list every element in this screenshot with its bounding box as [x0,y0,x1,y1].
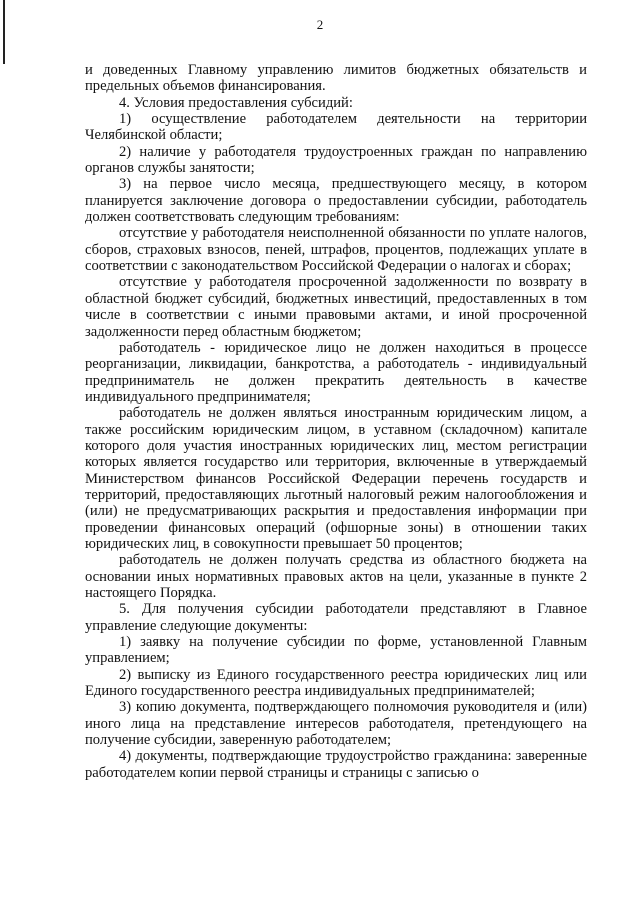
page-number: 2 [316,17,324,32]
document-body [85,62,587,781]
paragraph: 2) выписку из Единого государственного реестра юридических лиц или Единого государственного реестра индивидуальных предпринимателей; [85,666,587,700]
paragraph: 5. Для получения субсидии работодатели представляют в Главное управление следующие документы: [85,601,587,634]
paragraph: работодатель - юридическое лицо не должен находиться в процессе реорганизации, ликвидации, банкротства, а работодатель - индивидуальный предприниматель не должен прекратить деятельность в качестве индивидуального предпринимателя; [85,339,587,405]
paragraph: 4) документы, подтверждающие трудоустройство гражданина: заверенные работодателем копии первой страницы и страницы с записью о [85,748,587,781]
paragraph: работодатель не должен получать средства из областного бюджета на основании иных нормативных правовых актов на цели, указанные в пункте 2 настоящего Порядка. [85,552,587,601]
paragraph: 3) копию документа, подтверждающего полномочия руководителя и (или) иного лица на представление интересов работодателя, претендующего на получение субсидии, заверенную работодателем; [85,699,587,749]
paragraph: 2) наличие у работодателя трудоустроенных граждан по направлению органов службы занятости; [85,143,587,177]
paragraph: 4. Условия предоставления субсидий: [119,94,353,111]
paragraph: и доведенных Главному управлению лимитов бюджетных обязательств и предельных объемов финансирования. [85,62,587,95]
paragraph: отсутствие у работодателя просроченной задолженности по возврату в областной бюджет субсидий, бюджетных инвестиций, предоставленных в том числе в соответствии с иными правовыми актами, и иной просроченной задолженности перед областным бюджетом; [85,274,587,340]
paragraph: отсутствие у работодателя неисполненной обязанности по уплате налогов, сборов, страховых взносов, пеней, штрафов, процентов, подлежащих уплате в соответствии с законодательством Российской Федерации о налогах и сборах; [85,225,587,275]
paragraph: 1) осуществление работодателем деятельности на территории Челябинской области; [85,111,587,144]
paragraph: 3) на первое число месяца, предшествующего месяцу, в котором планируется заключение договора о предоставлении субсидии, работодатель должен соответствовать следующим требованиям: [85,176,587,226]
paragraph: работодатель не должен являться иностранным юридическим лицом, а также российским юридическим лицом, в уставном (складочном) капитале которого доля участия иностранных юридических лиц, местом регистрации которых является государство или территория, включенные в утверждаемый Министерством финансов Российской Федерации перечень государств и территорий, предоставляющих льготный налоговый режим налогообложения и (или) не предусматривающих раскрытия и предоставления информации при проведении финансовых операций (офшорные зоны) в отношении таких юридических лиц, в совокупности превышает 50 процентов; [85,405,587,552]
paragraph: 1) заявку на получение субсидии по форме, установленной Главным управлением; [85,634,587,667]
